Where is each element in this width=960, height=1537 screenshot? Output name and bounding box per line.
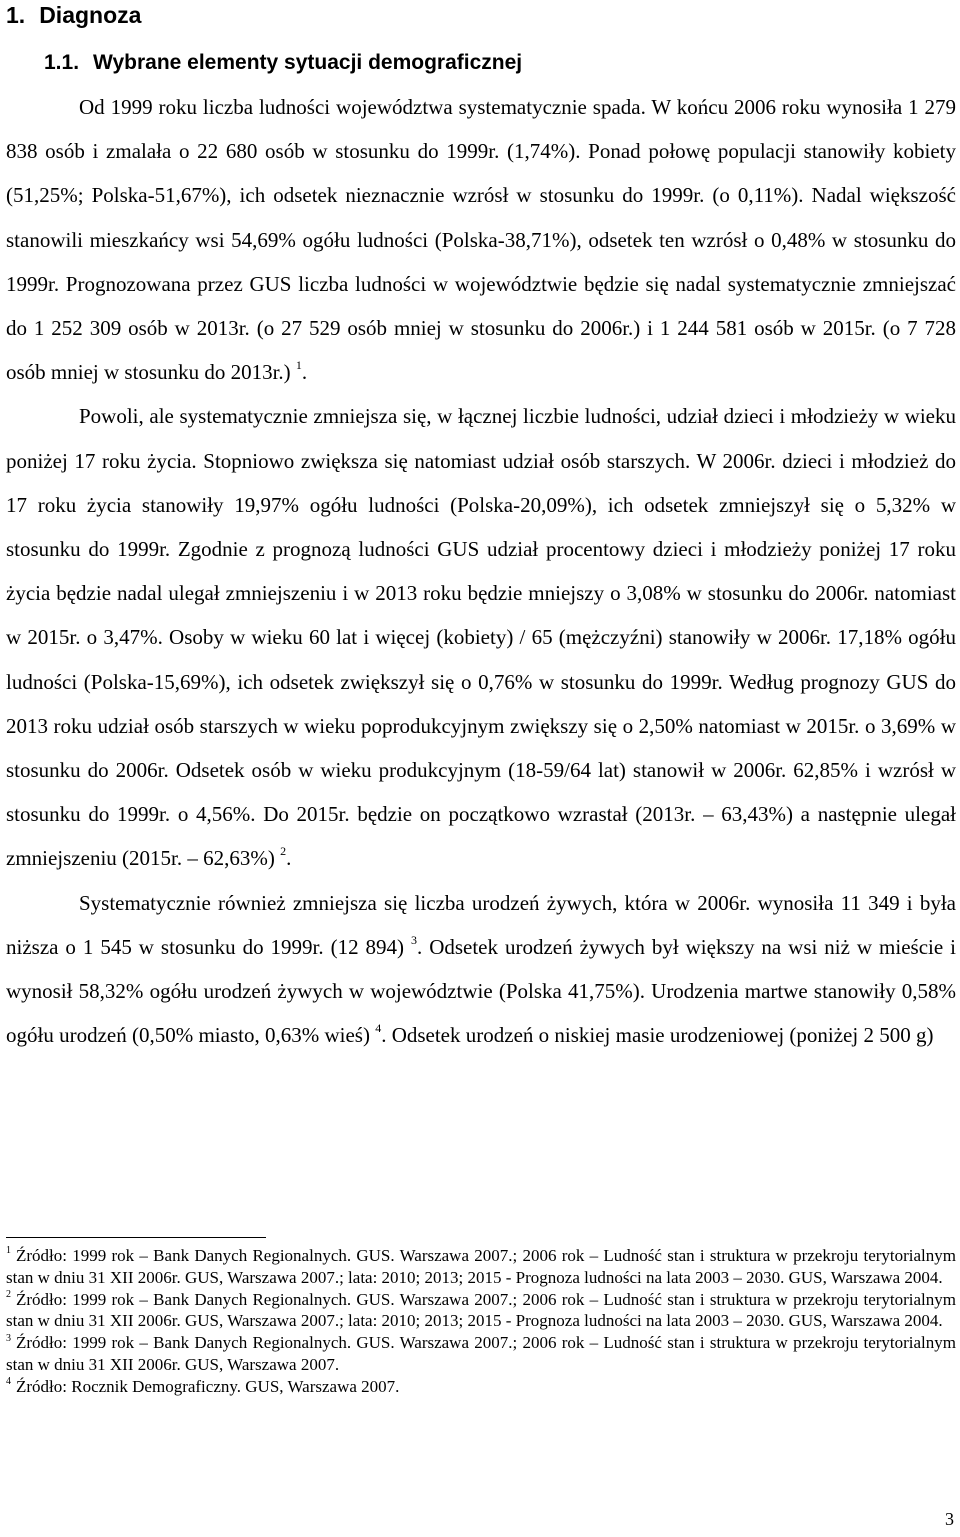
section-title: Diagnoza	[39, 2, 142, 28]
footnote-mark: 3	[6, 1332, 11, 1344]
footnote-reference: 3	[410, 932, 417, 947]
footnote-reference: 1	[295, 358, 302, 373]
section-number: 1.	[6, 2, 26, 28]
subsection-title: Wybrane elementy sytuacji demograficznej	[93, 51, 523, 74]
footnote-mark: 4	[6, 1376, 11, 1388]
footnote-text: Źródło: 1999 rok – Bank Danych Regionalnych. GUS. Warszawa 2007.; 2006 rok – Ludność stan i struktura w przekroju terytorialnym stan w dniu 31 XII 2006r. GUS, Warszawa 2007.; lata: 2010; 2013; 2015 - Prognoza ludności na lata 2003 – 2030. GUS, Warszawa 2004.	[6, 1289, 956, 1331]
paragraph-text: . Odsetek urodzeń o niskiej masie urodzeniowej (poniżej 2 500 g)	[381, 1023, 934, 1048]
page-number: 3	[945, 1509, 954, 1529]
footnote-reference: 4	[375, 1021, 382, 1036]
paragraph-text: . Odsetek urodzeń żywych był większy na wsi niż w mieście i wynosił 58,32% ogółu urodzeń żywych w województwie (Polska 41,75%). Urodzenia martwe stanowiły 0,58% ogółu urodzeń (0,50% miasto, 0,63% wieś)	[6, 934, 956, 1048]
footnote	[6, 1376, 956, 1398]
footnote-mark: 1	[6, 1245, 11, 1257]
footnote-text: Źródło: 1999 rok – Bank Danych Regionalnych. GUS. Warszawa 2007.; 2006 rok – Ludność stan i struktura w przekroju terytorialnym stan w dniu 31 XII 2006r. GUS, Warszawa 2007.; lata: 2010; 2013; 2015 - Prognoza ludności na lata 2003 – 2030. GUS, Warszawa 2004.	[6, 1246, 956, 1287]
subsection-number: 1.1.	[44, 51, 80, 74]
footnote-divider	[6, 1237, 266, 1238]
body-paragraph	[6, 394, 956, 880]
subsection-heading	[44, 49, 522, 77]
footnote	[6, 1332, 956, 1376]
paragraph-text: .	[286, 846, 292, 871]
body-text	[6, 85, 956, 1057]
paragraph-text: Od 1999 roku liczba ludności województwa systematycznie spada. W końcu 2006 roku wynosiła 1 279 838 osób i zmalała o 22 680 osób w stosunku do 1999r. (1,74%). Ponad połowę populacji stanowiły kobiety (51,25%; Polska-51,67%), ich odsetek nieznacznie wzrósł w stosunku do 1999r. (o 0,11%). Nadal większość stanowili mieszkańcy wsi 54,69% ogółu ludności (Polska-38,71%), odsetek ten wzrósł o 0,48% w stosunku do 1999r. Prognozowana przez GUS liczba ludności w województwie będzie się nadal systematycznie zmniejszać do 1 252 309 osób w 2013r. (o 27 529 osób mniej w stosunku do 2006r.) i 1 244 581 osób w 2015r. (o 7 728 osób mniej w stosunku do 2013r.)	[6, 95, 956, 385]
paragraph-text: .	[301, 360, 308, 385]
footnote-reference: 2	[280, 844, 287, 859]
paragraph-text: Systematycznie również zmniejsza się liczba urodzeń żywych, która w 2006r. wynosiła 11 349 i była niższa o 1 545 w stosunku do 1999r. (12 894)	[6, 890, 956, 959]
section-heading	[6, 0, 141, 30]
footnote	[6, 1289, 956, 1333]
body-paragraph	[6, 881, 956, 1058]
footnote-text: Źródło: Rocznik Demograficzny. GUS, Warszawa 2007.	[16, 1376, 400, 1396]
footnotes	[6, 1245, 956, 1398]
paragraph-text: Powoli, ale systematycznie zmniejsza się, w łącznej liczbie ludności, udział dzieci i młodzieży w wieku poniżej 17 roku życia. Stopniowo zwiększa się natomiast udział osób starszych. W 2006r. dzieci i młodzież do 17 roku życia stanowiły 19,97% ogółu ludności (Polska-20,09%), ich odsetek zmniejszył się o 5,32% w stosunku do 1999r. Zgodnie z prognozą ludności GUS udział procentowy dzieci i młodzieży poniżej 17 roku życia będzie nadal ulegał zmniejszeniu i w 2013 roku będzie mniejszy o 3,08% w stosunku do 2006r. natomiast w 2015r. o 3,47%. Osoby w wieku 60 lat i więcej (kobiety) / 65 (mężczyźni) stanowiły w 2006r. 17,18% ogółu ludności (Polska-15,69%), ich odsetek zwiększył się o 0,76% w stosunku do 1999r. Według prognozy GUS do 2013 roku udział osób starszych w wieku poprodukcyjnym zwiększy się o 2,50% natomiast w 2015r. o 3,69% w stosunku do 2006r. Odsetek osób w wieku produkcyjnym (18-59/64 lat) stanowił w 2006r. 62,85% i wzrósł w stosunku do 1999r. o 4,56%. Do 2015r. będzie on początkowo wzrastał (2013r. – 63,43%) a następnie ulegał zmniejszeniu (2015r. – 62,63%)	[6, 404, 956, 871]
footnote-text: Źródło: 1999 rok – Bank Danych Regionalnych. GUS. Warszawa 2007.; 2006 rok – Ludność stan i struktura w przekroju terytorialnym stan w dniu 31 XII 2006r. GUS, Warszawa 2007.	[6, 1333, 956, 1374]
footnote-mark: 2	[6, 1288, 11, 1300]
footnote	[6, 1245, 956, 1289]
body-paragraph	[6, 85, 956, 394]
